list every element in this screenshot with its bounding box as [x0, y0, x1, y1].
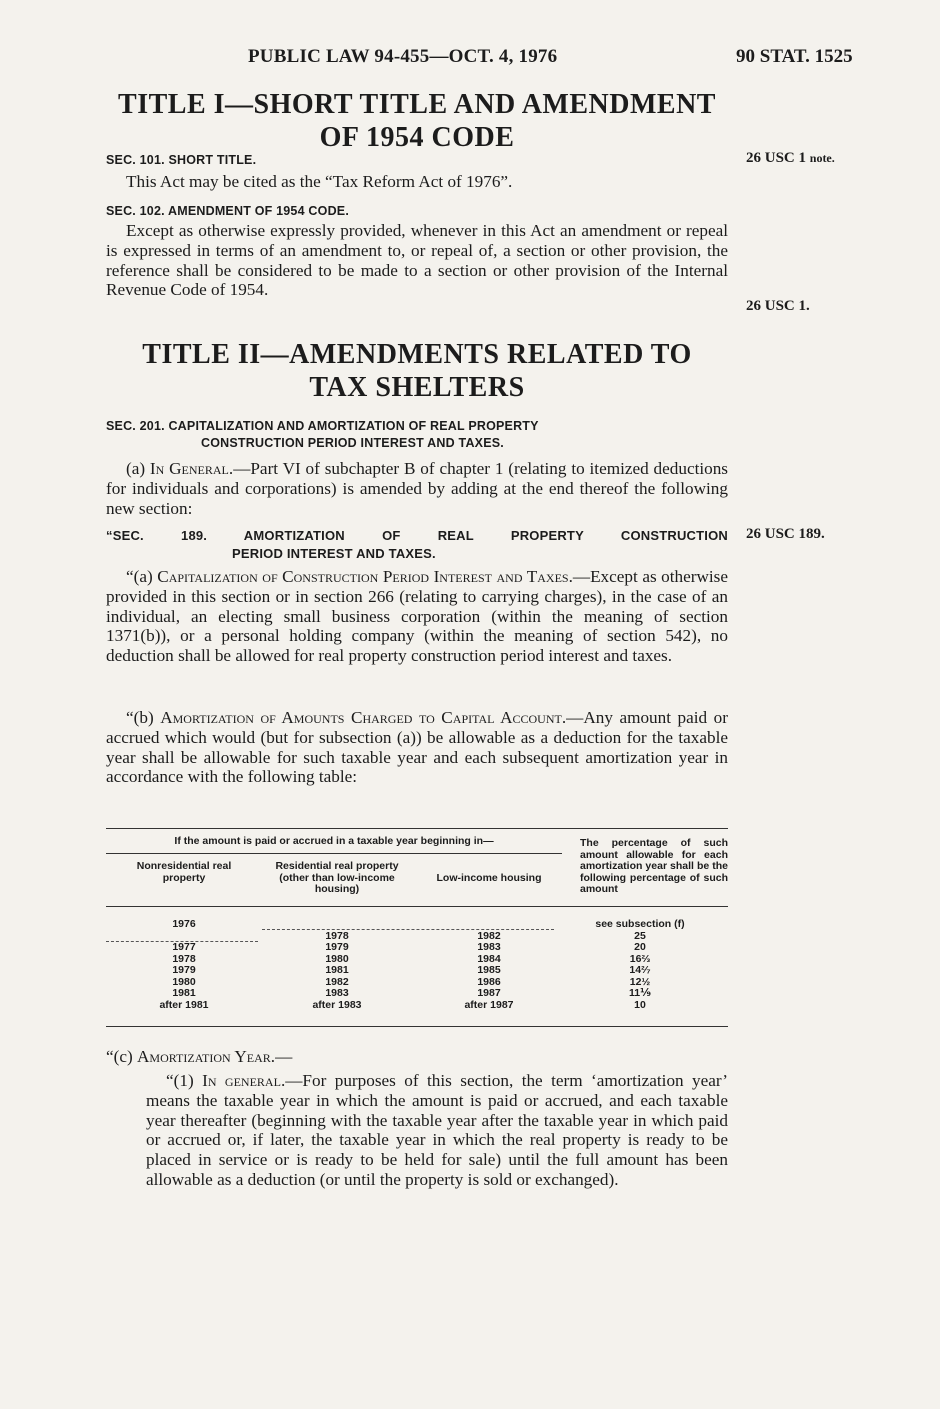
sec-101-heading: SEC. 101. SHORT TITLE. [106, 153, 257, 167]
sec-102-margin-note: 26 USC 1. [746, 298, 810, 314]
sec-189-paragraph-c1 [146, 1071, 728, 1190]
subsection-c-dash: .— [270, 1047, 293, 1066]
table-bottom-rule [106, 1026, 728, 1027]
title-1-heading [106, 88, 728, 154]
table-cell: 1985 [477, 964, 501, 976]
table-cell: 1976 [172, 918, 196, 930]
header-residential: Residential real property (other than low-income housing) [275, 860, 399, 895]
subsection-a-label: (a) [126, 459, 150, 478]
table-cell: after 1983 [312, 998, 362, 1011]
table-cell: 1981 [172, 987, 196, 999]
table-cell: 20 [634, 941, 646, 953]
table-cell: 12½ [629, 975, 651, 988]
paragraph-1-caption: In general [202, 1071, 281, 1090]
subsection-a-text: .—Part VI of subchapter B of chapter 1 (relating to itemized deductions for individuals and corporations) is amended by adding at the end thereof the following new section: [106, 459, 729, 518]
leader-rule [262, 929, 554, 930]
sec-101-margin-note [746, 150, 835, 167]
table-top-rule [106, 828, 728, 829]
table-cell: see subsection (f) [595, 918, 685, 930]
subsection-c-label: “(c) [106, 1047, 138, 1066]
table-cell: 1978 [172, 952, 196, 965]
margin-note-suffix: note. [809, 151, 835, 165]
sec-201-heading-line-2: CONSTRUCTION PERIOD INTEREST AND TAXES. [201, 436, 504, 450]
table-cell: 1982 [325, 975, 349, 988]
table-cell: 1987 [477, 987, 501, 999]
running-head: PUBLIC LAW 94-455—OCT. 4, 1976 [248, 46, 558, 67]
column-residential [262, 919, 412, 1011]
sec-201-heading-line-1: SEC. 201. CAPITALIZATION AND AMORTIZATION OF REAL PROPERTY [106, 419, 539, 433]
table-cell: 25 [634, 929, 646, 942]
table-cell: 1980 [325, 952, 349, 965]
sec-189-subsection-c-heading [106, 1047, 728, 1067]
subsection-b-caption: Amortization of Amounts Charged to Capital Account [160, 708, 562, 727]
title-1-line-1: TITLE I—SHORT TITLE AND AMENDMENT [118, 89, 716, 120]
subsection-b-label: “(b) [126, 708, 161, 727]
table-cell: 1978 [325, 929, 349, 942]
table-cell: 1980 [172, 975, 196, 988]
column-low-income [424, 919, 554, 1011]
subsection-a-text: .—Except as otherwise provided in this section or in section 266 (relating to carrying charges), in the case of an individual, an electing small business corporation (within the meaning of section 1371(b)), or a personal holding company (within the meaning of section 542), no deduction shall be allowed for real property construction period interest and taxes. [106, 567, 728, 666]
table-cell: 1977 [172, 941, 196, 953]
span-header-rule [106, 853, 562, 854]
paragraph-1-text: .—For purposes of this section, the term ‘amortization year’ means the taxable year in which the amount is paid or accrued, and each taxable year thereafter (beginning with the taxable year after the taxable year in which paid or accrued or, if later, the taxable year in which the real property is ready to be placed in service or is ready to be held for sale) until the full amount has been allowable as a deduction (or until the property is sold or exchanged). [146, 1071, 728, 1189]
sec-189-subsection-a [106, 567, 728, 666]
subsection-c-caption: Amortization Year [137, 1047, 271, 1066]
sec-189-heading [106, 527, 728, 563]
table-cell: 11⅑ [629, 987, 651, 999]
table-cell: 1982 [477, 929, 501, 942]
table-cell: after 1981 [159, 998, 209, 1011]
table-cell: 1984 [477, 952, 501, 965]
title-2-heading [106, 338, 728, 404]
table-header-rule [106, 906, 728, 907]
table-cell: 1979 [172, 964, 196, 976]
column-percentage [580, 919, 700, 1011]
table-cell: 14²⁄₇ [629, 964, 651, 976]
sec-189-subsection-b [106, 708, 728, 787]
sec-102-text: Except as otherwise expressly provided, whenever in this Act an amendment or repeal is expressed in terms of an amendment to, or repeal of, a section or other provision, the reference shall be considered to be made to a section or other provision of the Internal Revenue Code of 1954. [106, 221, 728, 300]
table-cell: 1986 [477, 975, 501, 988]
column-nonresidential [120, 919, 248, 1011]
subsection-a-caption: Capitalization of Construction Period Interest and Taxes [157, 567, 569, 586]
subsection-b-text: .—Any amount paid or accrued which would (but for subsection (a)) be allowable as a deduction for the taxable year shall be allowable for such taxable year and each subsequent amortization year in accordance with the following table: [106, 708, 728, 787]
header-nonresidential: Nonresidential real property [136, 860, 232, 884]
header-low-income: Low-income housing [436, 872, 542, 884]
sec-189-heading-line-2: PERIOD INTEREST AND TAXES. [232, 546, 436, 561]
sec-102-heading: SEC. 102. AMENDMENT OF 1954 CODE. [106, 204, 350, 218]
title-1-line-2: OF 1954 CODE [319, 122, 515, 153]
leader-rule [106, 941, 258, 942]
table-cell: 16⅔ [629, 952, 651, 965]
table-cell: 1979 [325, 941, 349, 953]
title-2-line-2: TAX SHELTERS [309, 372, 525, 403]
sec-189-margin-note: 26 USC 189. [746, 526, 825, 542]
table-span-header: If the amount is paid or accrued in a taxable year beginning in— [174, 835, 494, 847]
sec-189-heading-line-1: “SEC. 189. AMORTIZATION OF REAL PROPERTY CONSTRUCTION [106, 528, 728, 543]
table-cell: 10 [634, 998, 646, 1011]
statute-page-reference: 90 STAT. 1525 [736, 46, 853, 67]
table-cell: 1983 [477, 941, 501, 953]
paragraph-1-label: “(1) [166, 1071, 203, 1090]
table-cell: 1981 [325, 964, 349, 976]
subsection-a-caption: In General [149, 459, 229, 478]
sec-101-text: This Act may be cited as the “Tax Reform Act of 1976”. [126, 172, 513, 191]
margin-note-citation: 26 USC 1 [746, 150, 807, 166]
table-cell: after 1987 [464, 998, 514, 1011]
sec-201-subsection-a [106, 459, 728, 518]
subsection-a-label: “(a) [126, 567, 158, 586]
sec-201-heading [106, 418, 728, 452]
header-percentage: The percentage of such amount allowable for each amortization year shall be the following percentage of such amount [580, 837, 728, 895]
title-2-line-1: TITLE II—AMENDMENTS RELATED TO [142, 339, 692, 370]
table-cell: 1983 [325, 987, 349, 999]
